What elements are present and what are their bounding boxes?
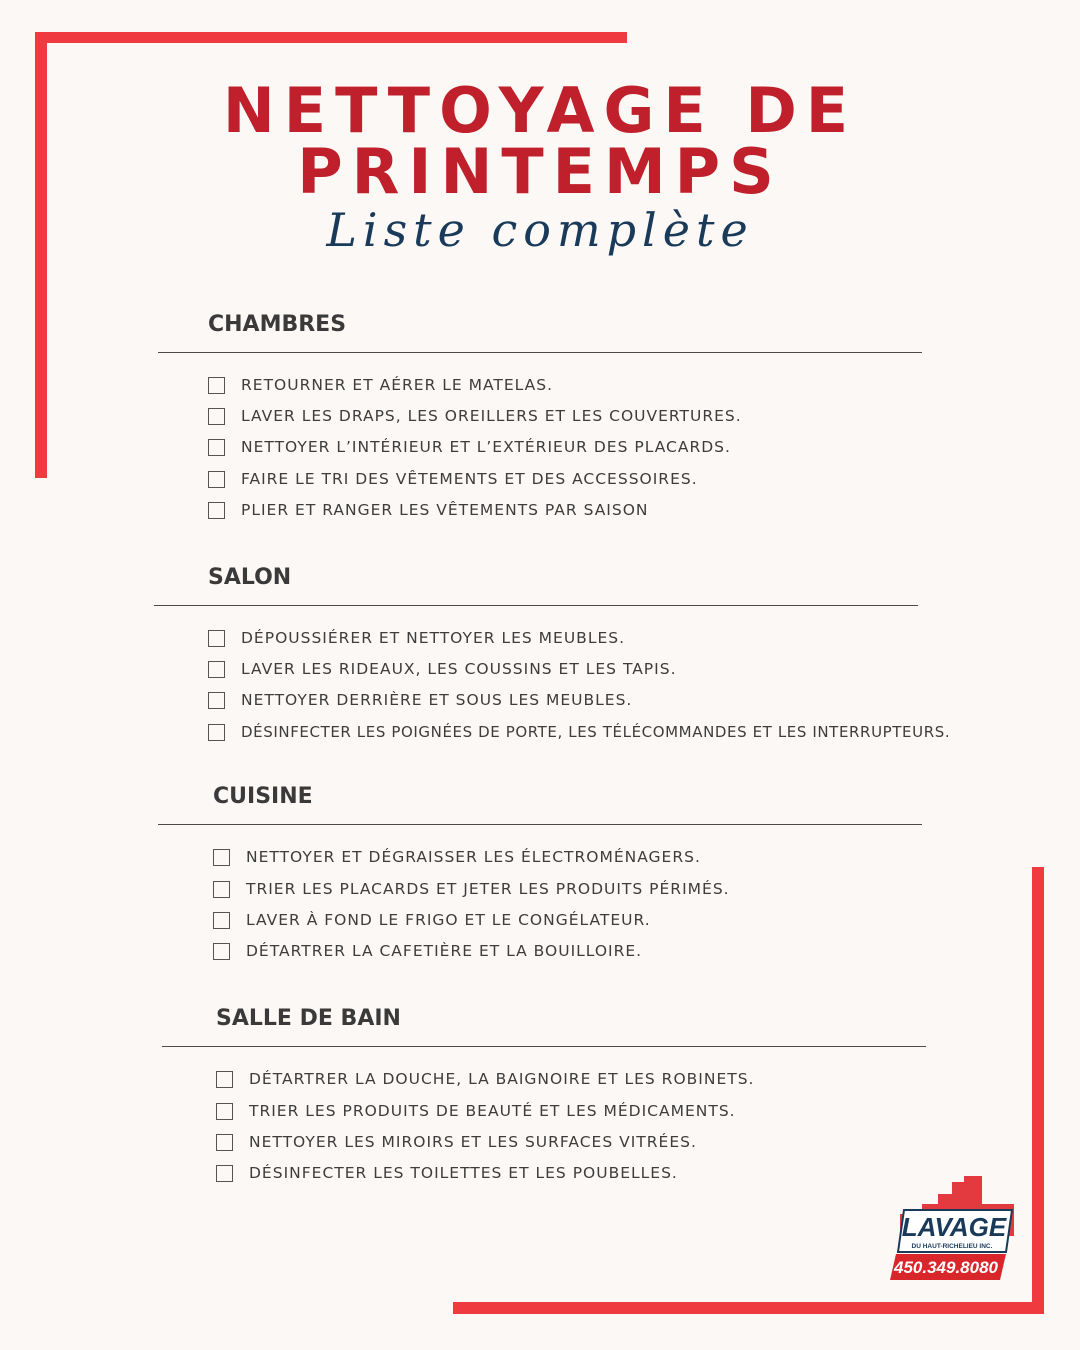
page-subtitle: Liste complète [326, 203, 754, 257]
checkbox[interactable] [216, 1103, 233, 1120]
section-title-chambres: CHAMBRES [208, 312, 347, 337]
checklist-item-label: DÉPOUSSIÉRER ET NETTOYER LES MEUBLES. [241, 629, 626, 647]
logo-brand: LAVAGE [901, 1212, 1007, 1242]
checklist-item[interactable] [208, 374, 553, 396]
checkbox[interactable] [216, 1071, 233, 1088]
checklist-item-label: LAVER À FOND LE FRIGO ET LE CONGÉLATEUR. [246, 911, 651, 929]
page-title-line-1: NETTOYAGE DE [222, 74, 858, 147]
checklist-item[interactable] [208, 436, 731, 458]
checklist-item-label: NETTOYER DERRIÈRE ET SOUS LES MEUBLES. [241, 691, 633, 709]
checkbox[interactable] [213, 943, 230, 960]
checkbox[interactable] [208, 471, 225, 488]
checklist-item-label: FAIRE LE TRI DES VÊTEMENTS ET DES ACCESSOIRES. [241, 470, 698, 488]
checklist-item-label: DÉTARTRER LA CAFETIÈRE ET LA BOUILLOIRE. [246, 942, 643, 960]
checklist-item-label: TRIER LES PLACARDS ET JETER LES PRODUITS PÉRIMÉS. [246, 880, 730, 898]
checklist-item-label: NETTOYER ET DÉGRAISSER LES ÉLECTROMÉNAGERS. [246, 848, 701, 866]
checkbox[interactable] [208, 630, 225, 647]
checklist-item-label: LAVER LES DRAPS, LES OREILLERS ET LES COUVERTURES. [241, 407, 742, 425]
checklist-item-label: DÉSINFECTER LES POIGNÉES DE PORTE, LES TÉLÉCOMMANDES ET LES INTERRUPTEURS. [241, 723, 951, 741]
frame-bottom-right-vertical [1032, 867, 1044, 1314]
frame-bottom-right-horizontal [453, 1302, 1044, 1314]
checklist-item[interactable] [213, 940, 642, 962]
frame-top-left-horizontal [35, 32, 627, 43]
checkbox[interactable] [208, 377, 225, 394]
checkbox[interactable] [213, 912, 230, 929]
section-title-salon: SALON [208, 565, 292, 590]
checklist-item[interactable] [208, 499, 649, 521]
checklist-item[interactable] [216, 1068, 754, 1090]
checklist-item-label: NETTOYER LES MIROIRS ET LES SURFACES VITRÉES. [249, 1133, 697, 1151]
checklist-item[interactable] [208, 658, 677, 680]
checklist-item-label: NETTOYER L’INTÉRIEUR ET L’EXTÉRIEUR DES PLACARDS. [241, 438, 731, 456]
checklist-item-label: LAVER LES RIDEAUX, LES COUSSINS ET LES TAPIS. [241, 660, 677, 678]
checkbox[interactable] [208, 724, 225, 741]
checklist-item-label: DÉTARTRER LA DOUCHE, LA BAIGNOIRE ET LES ROBINETS. [249, 1070, 755, 1088]
section-divider [162, 1046, 926, 1047]
checklist-item[interactable] [213, 846, 701, 868]
page-title-line-2: PRINTEMPS [297, 135, 783, 208]
checklist-item[interactable] [208, 689, 632, 711]
checklist-item[interactable] [216, 1162, 678, 1184]
checklist-item[interactable] [208, 627, 625, 649]
checkbox[interactable] [208, 661, 225, 678]
checklist-item[interactable] [208, 721, 950, 743]
section-title-cuisine: CUISINE [213, 784, 313, 809]
checkbox[interactable] [216, 1165, 233, 1182]
checkbox[interactable] [213, 849, 230, 866]
company-logo [886, 1174, 1018, 1286]
checklist-item[interactable] [216, 1100, 736, 1122]
checklist-item[interactable] [213, 878, 730, 900]
checkbox[interactable] [208, 408, 225, 425]
checkbox[interactable] [208, 439, 225, 456]
logo-phone: 450.349.8080 [894, 1258, 998, 1277]
section-divider [158, 352, 922, 353]
checklist-item[interactable] [208, 468, 698, 490]
checkbox[interactable] [208, 502, 225, 519]
checklist-item[interactable] [216, 1131, 697, 1153]
checkbox[interactable] [213, 881, 230, 898]
section-divider [154, 605, 918, 606]
checkbox[interactable] [208, 692, 225, 709]
checklist-item-label: RETOURNER ET AÉRER LE MATELAS. [241, 376, 554, 394]
checklist-item-label: PLIER ET RANGER LES VÊTEMENTS PAR SAISON [241, 501, 649, 519]
checklist-item[interactable] [213, 909, 651, 931]
checklist-item-label: TRIER LES PRODUITS DE BEAUTÉ ET LES MÉDICAMENTS. [249, 1102, 736, 1120]
section-divider [158, 824, 922, 825]
section-title-salle-de-bain: SALLE DE BAIN [216, 1006, 401, 1031]
checklist-item[interactable] [208, 405, 742, 427]
checklist-item-label: DÉSINFECTER LES TOILETTES ET LES POUBELLES. [249, 1164, 678, 1182]
checkbox[interactable] [216, 1134, 233, 1151]
logo-tagline: DU HAUT-RICHELIEU INC. [911, 1243, 993, 1250]
